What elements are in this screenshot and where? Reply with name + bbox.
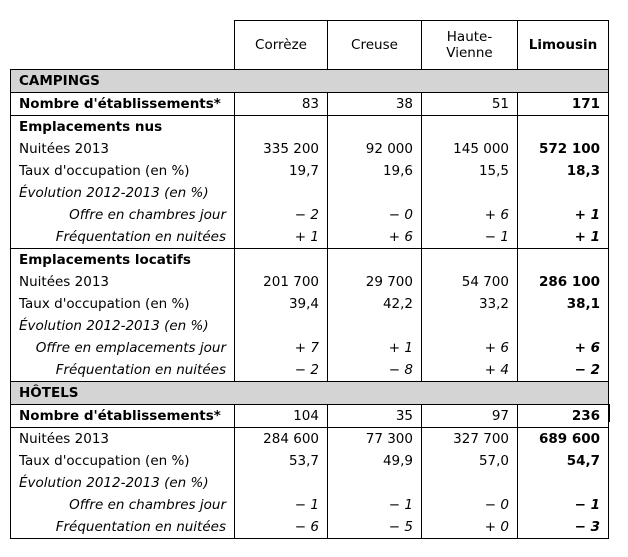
header-creuse: Creuse [328,21,422,70]
cell-value: 54 700 [422,271,518,293]
table-row [11,182,609,204]
header-blank-cell [11,21,235,70]
table-row [11,138,609,160]
cell-total: 572 100 [518,138,609,160]
header-haute-vienne-line2: Vienne [446,45,493,61]
cell-value: − 5 [328,516,422,539]
group-title: Emplacements locatifs [11,249,235,272]
row-label: Offre en emplacements jour [11,337,235,359]
cell-total: − 3 [518,516,609,539]
table-row [11,271,609,293]
cell-value: − 0 [422,494,518,516]
cell-value: − 8 [328,359,422,382]
cell-value: 51 [422,93,518,116]
cell-value: + 7 [235,337,328,359]
section-campings-title: CAMPINGS [11,70,609,93]
table-row [11,93,609,116]
cell-value: 19,6 [328,160,422,182]
cell-value: + 6 [422,337,518,359]
row-label: Taux d'occupation (en %) [11,160,235,182]
cell-value: + 0 [422,516,518,539]
cell-value: − 2 [235,359,328,382]
table-row [11,249,609,272]
cell-total: 54,7 [518,450,609,472]
cell-value: + 4 [422,359,518,382]
cell-total: 286 100 [518,271,609,293]
cell-total: 171 [518,93,609,116]
cell-value: 53,7 [235,450,328,472]
header-haute-vienne [422,21,518,70]
cell-value: + 1 [328,337,422,359]
cell-value: 39,4 [235,293,328,315]
table-row [11,516,609,539]
table-row [11,472,609,494]
row-label: Offre en chambres jour [11,494,235,516]
row-label: Taux d'occupation (en %) [11,450,235,472]
row-label: Évolution 2012-2013 (en %) [11,182,235,204]
table-row [11,293,609,315]
section-campings [11,70,609,93]
cell-value: 42,2 [328,293,422,315]
cell-value: 33,2 [422,293,518,315]
cell-total: + 1 [518,226,609,249]
cell-total: 38,1 [518,293,609,315]
cell-value: 83 [235,93,328,116]
cell-total: 18,3 [518,160,609,182]
row-label: Fréquentation en nuitées [11,516,235,539]
table-row [11,428,609,451]
cell-value: 57,0 [422,450,518,472]
row-label: Nuitées 2013 [11,138,235,160]
row-label: Taux d'occupation (en %) [11,293,235,315]
table-row [11,337,609,359]
cell-value: − 2 [235,204,328,226]
cell-value: 77 300 [328,428,422,451]
row-label: Nuitées 2013 [11,428,235,451]
cell-total: − 2 [518,359,609,382]
cell-value: 201 700 [235,271,328,293]
cell-value: 15,5 [422,160,518,182]
cell-value: 92 000 [328,138,422,160]
row-label: Nuitées 2013 [11,271,235,293]
group-title: Emplacements nus [11,116,235,139]
row-label: Fréquentation en nuitées [11,359,235,382]
cell-value: 49,9 [328,450,422,472]
section-hotels-title: HÔTELS [11,382,609,405]
cell-total: 236 [518,405,609,428]
cell-value: 104 [235,405,328,428]
row-label: Nombre d'établissements* [11,93,235,116]
cell-total: 689 600 [518,428,609,451]
row-label: Nombre d'établissements* [11,405,235,428]
row-label: Évolution 2012-2013 (en %) [11,472,235,494]
table-row [11,116,609,139]
cell-value: 19,7 [235,160,328,182]
table-row [11,204,609,226]
cell-total: − 1 [518,494,609,516]
table-row [11,450,609,472]
cell-value: 145 000 [422,138,518,160]
cell-total: + 1 [518,204,609,226]
cell-value: − 1 [235,494,328,516]
cell-value: 284 600 [235,428,328,451]
cell-value: 38 [328,93,422,116]
cell-value: 29 700 [328,271,422,293]
table-row [11,359,609,382]
table-row [11,226,609,249]
cell-value: 35 [328,405,422,428]
header-limousin: Limousin [518,21,609,70]
row-label: Offre en chambres jour [11,204,235,226]
header-correze: Corrèze [235,21,328,70]
cell-total: + 6 [518,337,609,359]
header-row [11,21,609,70]
cell-value: 335 200 [235,138,328,160]
cell-value: − 6 [235,516,328,539]
table-row [11,494,609,516]
cell-value: 97 [422,405,518,428]
cell-value: + 1 [235,226,328,249]
tourism-table [10,20,609,539]
table-row [11,405,609,428]
text-cursor [608,404,610,422]
cell-value: + 6 [422,204,518,226]
table-row [11,160,609,182]
cell-value: 327 700 [422,428,518,451]
row-label: Évolution 2012-2013 (en %) [11,315,235,337]
cell-value: − 0 [328,204,422,226]
row-label: Fréquentation en nuitées [11,226,235,249]
table-row [11,315,609,337]
cell-value: + 6 [328,226,422,249]
section-hotels [11,382,609,405]
cell-value: − 1 [422,226,518,249]
header-haute-vienne-line1: Haute- [446,29,493,45]
cell-value: − 1 [328,494,422,516]
